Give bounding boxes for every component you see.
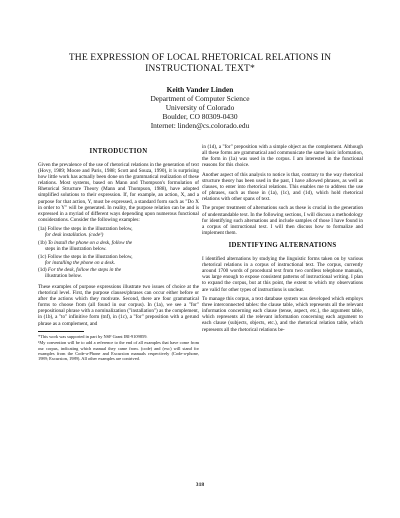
intro-paragraph-2: These examples of purpose expressions illustrate two issues of choice at the rhetorical level. First, the purpose clauses/phrases can occur either before or after the actions which they motivate. Second, there are four grammatical forms to choose from (all found in our corpus). In (1a), we see a "for" prepositional phrase with a nominalization ("installation") as the complement, in (1b), a "to" infinitive form (tnf), in (1c), a "for" preposition with a gerund phrase as a complement, and xyxy=(38,283,199,327)
example-text: Follow the steps in the illustration below, xyxy=(47,253,133,260)
body-paragraph-1: in (1d), a "for" preposition with a simple object as the complement. Although all these forms are grammatical and communicate the same basic information, the form in (1a) was used in the corpus. I am interested in the functional reasons for this choice. xyxy=(202,144,363,169)
right-column xyxy=(202,144,363,336)
example-text: To install the phone on a desk, follow the xyxy=(47,239,133,246)
example-1d xyxy=(38,267,199,279)
example-1b xyxy=(38,240,199,252)
example-1a xyxy=(38,226,199,238)
body-paragraph-5: To manage this corpus, a text database system was developed which employs three interconnected tables: the clause table, which represents all the relevant information concerning each clause (tense, aspect, etc.), the argument table, which represents all the relevant information concerning each argument to each clause (subjects, objects, etc.), and the rhetorical relation table, which represents all the rhetorical relations be- xyxy=(202,295,363,333)
example-label: (1b) xyxy=(38,239,47,246)
section-heading-identifying-alternations: IDENTIFYING ALTERNATIONS xyxy=(228,242,337,250)
example-text-cont: for installing the phone on a desk. xyxy=(45,259,116,266)
footnote-rule xyxy=(38,331,84,332)
example-1c xyxy=(38,254,199,266)
author-name: Keith Vander Linden xyxy=(166,85,234,94)
section-heading-introduction: INTRODUCTION xyxy=(89,148,148,155)
example-text-cont: for desk installation. (code¹) xyxy=(45,232,104,239)
paper-title: THE EXPRESSION OF LOCAL RHETORICAL RELATIONS IN INSTRUCTIONAL TEXT* xyxy=(68,52,332,74)
example-label: (1d) xyxy=(38,267,47,274)
example-list xyxy=(38,226,199,279)
footnote-1: *This work was supported in part by NSF Grant IRI-9109859. xyxy=(38,333,148,339)
example-text-cont: steps in the illustration below. xyxy=(45,246,107,253)
body-paragraph-3: The proper treatment of alternations such as these is crucial in the generation of understandable text. In the following sections, I will discuss a methodology for identifying such alternations and include samples of those I have found in a corpus of instructional text. I will then discuss how to formalize and implement them. xyxy=(202,205,363,237)
example-label: (1c) xyxy=(38,253,47,260)
example-label: (1a) xyxy=(38,226,47,233)
body-paragraph-4: I identified alternations by studying the linguistic forms taken on by various rhetorical relations in a corpus of instructional text. The corpus, currently around 1700 words of procedural text from two cordless telephone manuals, was large enough to expose consistent patterns of instructional writing. I plan to expand the corpus, but at this point, the extent to which my observations are valid for other types of instructions is unclear. xyxy=(202,255,363,293)
intro-paragraph-1: Given the prevalence of the use of rhetorical relations in the generation of text (Hovy, 1989; Moore and Paris, 1988; Scott and Souza, 1990), it is surprising how little work has actually been done on the grammatical realization of these relations. Most systems, based on Mann and Thompson's formulation of Rhetorical Structure Theory (Mann and Thompson, 1988), have adopted simplified solutions to their expression. If, for example, an action, X, and a purpose for that action, Y, must be expressed, a standard form such as "Do X in order to Y" will be generated. In reality, the purpose relation can be and is expressed in a myriad of different ways depending upon numerous functional considerations. Consider the following examples: xyxy=(38,161,199,223)
author-email: Internet: linden@cs.colorado.edu xyxy=(150,120,250,130)
left-column xyxy=(38,148,199,363)
author-department: Department of Computer Science xyxy=(150,93,250,103)
example-text-cont: illustration below. xyxy=(45,273,83,280)
body-paragraph-2: Another aspect of this analysis to notice is that, contrary to the way rhetorical structure theory has been used in the past, I have allowed phrases, as well as clauses, to enter into rhetorical relations. This enables me to address the use of phrases, such as those in (1a), (1c), and (1d), which hold rhetorical relations with other spans of text. xyxy=(202,171,363,203)
author-block xyxy=(100,86,300,131)
author-address: Boulder, CO 80309-0430 xyxy=(162,111,238,121)
author-university: University of Colorado xyxy=(165,102,235,112)
page-number: 318 xyxy=(195,482,205,488)
example-text: Follow the steps in the illustration below, xyxy=(47,226,133,233)
footnote-2: ¹My convention will be to add a reference to the end of all examples that have come from our corpus, indicating which manual they came from. (code) and (exc) will stand for examples from the Code-a-Phone and Excursion manuals respectively (Code-a-phone, 1989; Excursion, 1989). All other examples are contrived. xyxy=(38,340,199,362)
example-text: For the desk, follow the steps in the xyxy=(47,267,121,274)
